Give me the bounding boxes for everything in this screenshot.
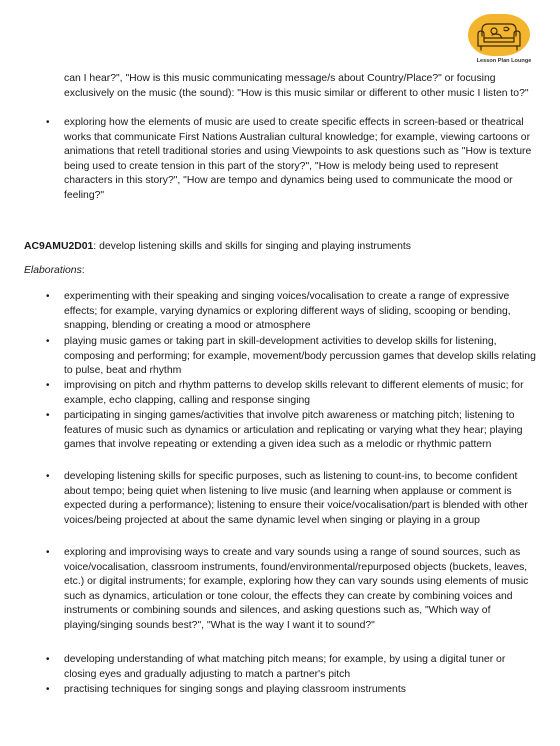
list-item-text: experimenting with their speaking and singing voices/vocalisation to create a range of expressive effects; for example, varying dynamics or exploring different ways of sliding, scooping or bending, snapping, blending or creating a mood or atmosphere [64, 291, 511, 332]
list-item-text: exploring how the elements of music are used to create specific effects in screen-based or theatrical works that communicate First Nations Australian cultural knowledge; for example, viewing cartoons or animations that retell traditional stories and using Viewpoints to ask questions such as "How is texture being used to create tension in this part of the story?", "How is melody being used to represent characters in this story?", "How are tempo and dynamics being used to communicate the mood or feeling?" [64, 117, 532, 201]
elaborations-colon: : [81, 265, 85, 276]
lounge-sofa-icon [472, 16, 526, 54]
list-item-text: improvising on pitch and rhythm patterns to develop skills relevant to different elements of music; for example, echo clapping, calling and response singing [64, 380, 524, 406]
list-item-text: playing music games or taking part in skill-development activities to develop skills for listening, composing and performing; for example, movement/body percussion games that develop skills relating to pulse, beat and rhythm [64, 336, 536, 377]
bullet: • [46, 547, 50, 558]
content-description-heading [24, 240, 544, 255]
bullet: • [46, 117, 50, 128]
list-item-text: practising techniques for singing songs and playing classroom instruments [64, 684, 406, 695]
content-description: : develop listening skills and skills for singing and playing instruments [93, 241, 411, 252]
list-item-text: developing listening skills for specific purposes, such as listening to count-ins, to become confident about tempo; being quiet when listening to live music (and learning when applause or comment is expected during a performance); listening to ensure their voice/vocalisation/part is blended with other voices/being projected at about the same dynamic level when singing or playing in a group [64, 471, 528, 526]
bullet: • [46, 654, 50, 665]
list-item-text: developing understanding of what matching pitch means; for example, by using a digital tuner or closing eyes and gradually adjusting to match a partner's pitch [64, 654, 506, 680]
bullet: • [46, 336, 50, 347]
list-item-text: exploring and improvising ways to create and vary sounds using a range of sound sources, such as voice/vocalisation, classroom instruments, found/environmental/repurposed objects (buckets, leaves, etc.) or digital instruments; for example, exploring how they can vary sounds using elements of music such as dynamics, articulation or tone colour, the effects they can create by combining voices and instruments or combining sounds and silences, and asking questions such as, "Which way of playing/singing sounds best?", "What is the way I want it to sound?" [64, 547, 529, 631]
continued-text: can I hear?", "How is this music communicating message/s about Country/Place?" or focusing exclusively on the music (the sound): "How is this music similar or different to other music I listen to?" [64, 73, 529, 99]
bullet: • [46, 684, 50, 695]
bullet: • [46, 410, 50, 421]
logo-wordmark: Lesson Plan Lounge [476, 58, 532, 64]
bullet: • [46, 471, 50, 482]
list-item-text: participating in singing games/activities that involve pitch awareness or matching pitch; listening to features of music such as dynamics or articulation and replicating or varying what they hear; playing games that involve repeating or extending a given idea such as a melodic or rhythmic pattern [64, 410, 523, 451]
content-code: AC9AMU2D01 [24, 241, 94, 252]
elaborations-heading [24, 264, 85, 279]
bullet: • [46, 291, 50, 302]
bullet: • [46, 380, 50, 391]
elaborations-label: Elaborations [24, 265, 82, 276]
lesson-plan-lounge-logo [464, 10, 544, 72]
